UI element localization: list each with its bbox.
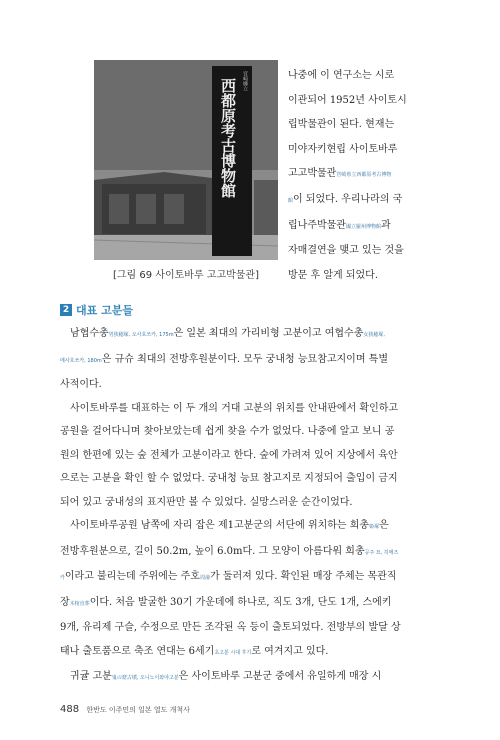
text-segment: 은 사이토바루 고분군 중에서 유일하게 매장 시 [178, 671, 382, 682]
body-line [60, 591, 452, 617]
text-segment: 고고박물관 [288, 168, 337, 180]
text-segment: 이 되었다. 우리나라의 국 [293, 193, 403, 205]
text-segment: 이다. 처음 발굴한 30기 가운데에 하나로, 직도 3개, 단도 1개, 스에키 [89, 596, 392, 608]
museum-photo [94, 60, 278, 260]
text-segment: 립나주박물관 [288, 219, 346, 231]
side-line [288, 239, 412, 264]
museum-sign [212, 66, 252, 256]
text-segment: 은 규슈 최대의 전방후원분이다. 모두 궁내청 능묘참고지이며 특별 [101, 353, 388, 365]
side-line [288, 264, 412, 289]
text-segment: 자매결연을 맺고 있는 것을 [288, 245, 404, 257]
side-line [288, 113, 412, 138]
figure-caption: [그림 69 사이토바루 고고박물관] [113, 270, 259, 281]
text-segment: 나중에 이 연구소는 시로 [288, 70, 395, 81]
sign-top-text: 宮崎縣立 [242, 71, 248, 91]
body-line [60, 491, 452, 515]
body-line [60, 540, 452, 566]
text-segment: 방문 후 알게 되었다. [288, 269, 378, 281]
side-line [288, 188, 412, 214]
side-line [288, 214, 412, 240]
body-line [60, 373, 452, 397]
body-line [60, 616, 452, 640]
body-line [60, 322, 452, 348]
annotation-text: 男狭穂塚, 오사호쓰카, 175m [108, 332, 174, 338]
text-segment: 사이토바루공원 남쪽에 자리 잡은 제1고분군의 서단에 위치하는 희총 [70, 520, 370, 531]
text-segment: 장 [60, 596, 70, 608]
annotation-text: 姫塚 [369, 524, 380, 530]
body-line [60, 397, 452, 421]
annotation-text: 女狭穂塚, [363, 332, 385, 338]
body-line [60, 665, 452, 691]
section-title: 대표 고분들 [76, 304, 133, 317]
text-segment: 사이토바루를 대표하는 이 두 개의 거대 고분의 위치를 안내판에서 확인하고 [70, 402, 399, 414]
body-line [60, 514, 452, 540]
annotation-text: 초고분 시대 후기 [214, 649, 252, 656]
annotation-text: 木棺直葬 [69, 600, 90, 607]
side-line [288, 138, 412, 163]
text-segment: 립박물관이 된다. 현재는 [288, 119, 395, 131]
annotation-text: 館 [288, 197, 294, 204]
text-segment: 가 둘러져 있다. 확인된 매장 주체는 목관직 [209, 571, 397, 582]
text-segment: 로 여겨지고 있다. [251, 645, 329, 657]
text-segment: 태나 출토품으로 축조 연대는 6세기 [60, 645, 215, 657]
body-text [60, 322, 452, 691]
text-segment: 되어 있고 궁내성의 표지판만 볼 수 있었다. 실망스러운 순간이었다. [60, 496, 353, 508]
body-line [60, 348, 452, 374]
side-line [288, 64, 412, 89]
side-text [288, 64, 412, 288]
footer-title: 한반도 이주민의 일본 열도 개척사 [86, 706, 190, 714]
page-footer [60, 704, 190, 715]
annotation-text: 周濠 [199, 575, 210, 581]
text-segment: 은 [379, 520, 389, 531]
text-segment: 이라고 불리는데 주위에는 주호 [64, 571, 200, 582]
body-line [60, 565, 452, 591]
text-segment: 은 일본 최대의 가리비형 고분이고 여협수총 [173, 328, 364, 339]
body-line [60, 640, 452, 666]
annotation-text: 공주 묘, 히메즈 [364, 549, 399, 556]
body-line [60, 467, 452, 491]
text-segment: 9개, 유리제 구슬, 수정으로 만든 조각된 옥 등이 출토되었다. 전방부의 발달 상 [60, 622, 401, 633]
section-heading [60, 302, 133, 318]
annotation-text: 宮崎県立西都原考古博物 [336, 172, 392, 179]
annotation-text: 鬼の窟古墳, 오니노이와야고분 [111, 675, 179, 681]
text-segment: 이관되어 1952년 사이토시 [288, 94, 407, 106]
text-segment: 귀귤 고분 [70, 671, 112, 682]
section-number: 2 [60, 304, 72, 316]
annotation-text: 카 [60, 575, 65, 581]
text-segment: 으로는 고분을 확인 할 수 없었다. 궁내청 능묘 참고지로 지정되어 출입이 금지 [60, 473, 398, 484]
text-segment: 원의 한편에 있는 숲 전체가 고분이라고 한다. 숲에 가려져 있어 지상에서 육안 [60, 449, 398, 461]
text-segment: 사적이다. [60, 379, 102, 390]
text-segment: 과 [380, 219, 391, 231]
text-segment: 전방후원분으로, 길이 50.2m, 높이 6.0m다. 그 모양이 아름다워 희총 [60, 545, 365, 557]
annotation-text: 메사호쓰카, 180m [60, 357, 102, 364]
text-segment: 공원을 걸어다니며 찾아보았는데 쉽게 찾을 수가 없었다. 나중에 알고 보니 공 [60, 426, 395, 437]
text-segment: 남협수총 [70, 328, 109, 339]
side-line [288, 89, 412, 114]
text-segment: 미야자키현립 사이토바루 [288, 143, 398, 155]
body-line [60, 444, 452, 468]
side-line [288, 162, 412, 188]
sign-main-text: 西都原考古博物館 [219, 78, 237, 198]
page-number: 488 [60, 704, 80, 715]
body-line [60, 420, 452, 444]
annotation-text: 國立羅州博物館 [345, 223, 381, 230]
